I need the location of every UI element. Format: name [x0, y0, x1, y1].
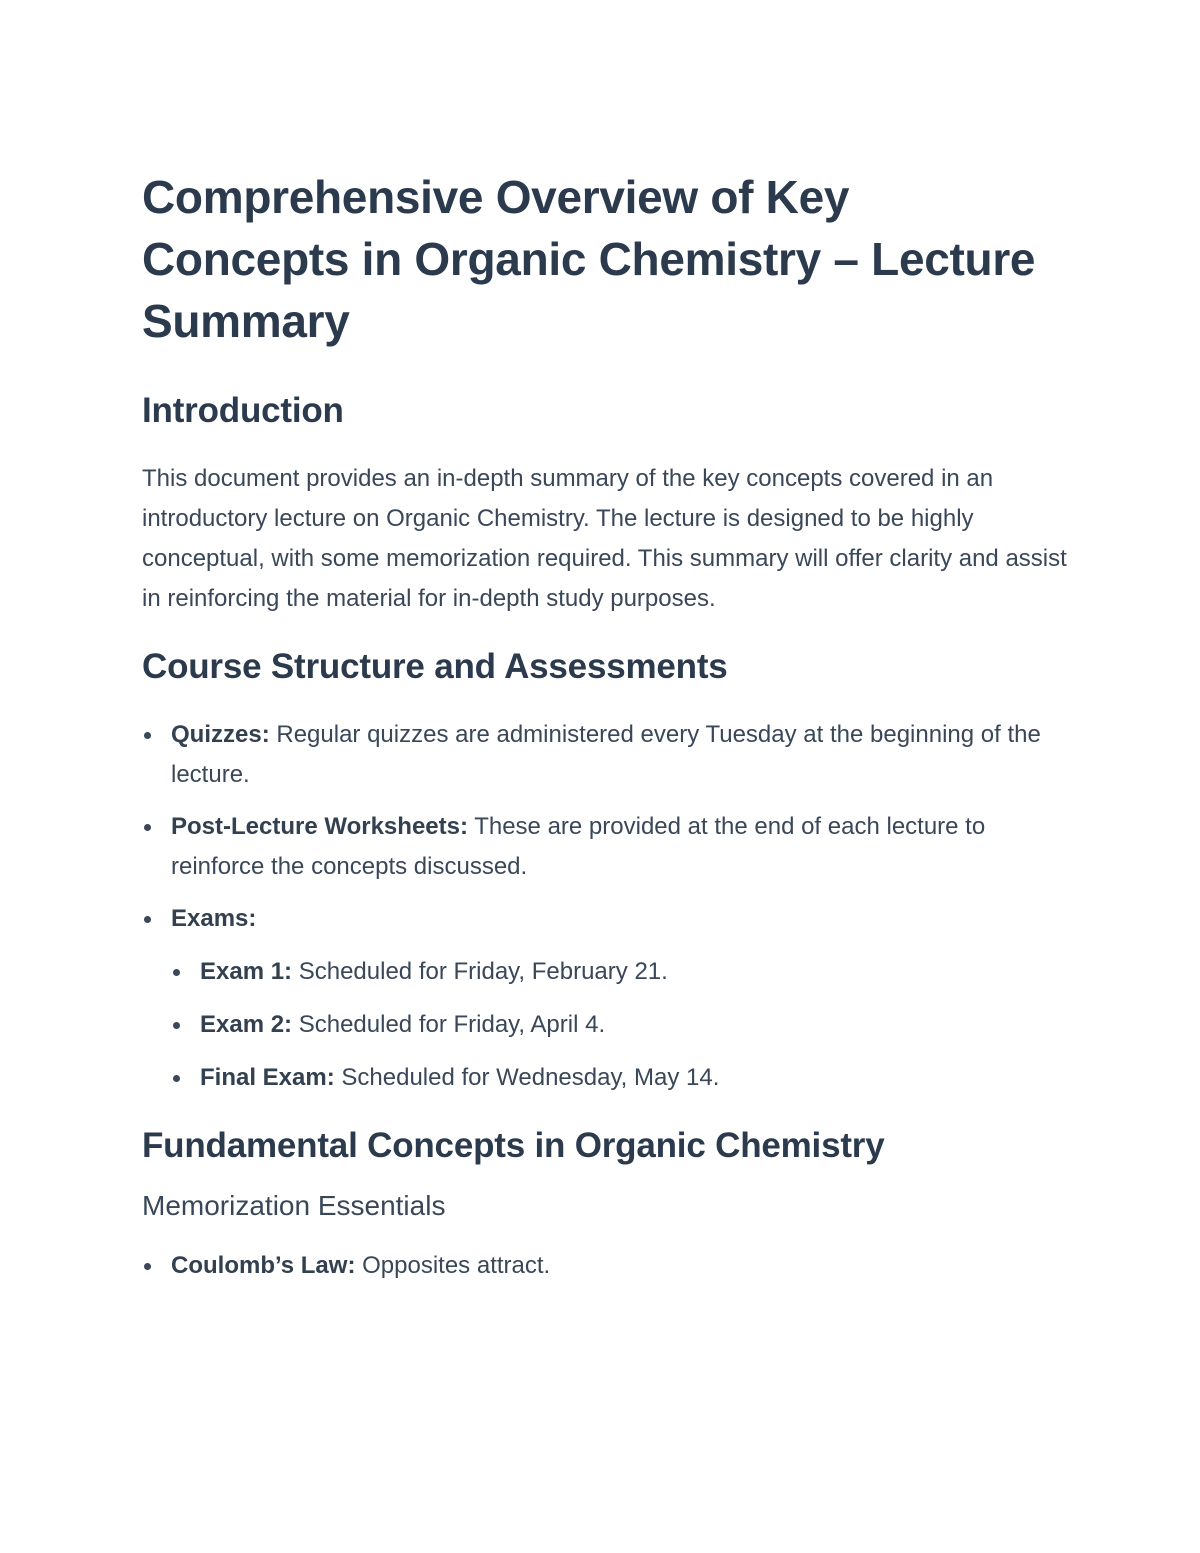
exams-sublist [171, 952, 1067, 1098]
course-structure-list [142, 715, 1067, 1098]
list-item-exam-1 [171, 952, 1067, 992]
document-title: Comprehensive Overview of Key Concepts in Organic Chemistry – Lecture Summary [142, 171, 1036, 347]
list-item-label: Quizzes: [171, 721, 270, 748]
bullet-icon [144, 1263, 151, 1270]
list-item-label: Final Exam: [200, 1064, 335, 1091]
list-item-label: Coulomb’s Law: [171, 1252, 356, 1279]
bullet-icon [144, 824, 151, 831]
list-item-text: Scheduled for Wednesday, May 14. [334, 1064, 720, 1091]
list-item-text: Opposites attract. [355, 1252, 551, 1279]
list-item-text: Regular quizzes are administered every Tuesday at the beginning of the lecture. [171, 721, 1041, 788]
list-item-coulombs-law [142, 1246, 1067, 1286]
list-item-exam-2 [171, 1005, 1067, 1045]
list-item-exams [142, 899, 1067, 1098]
memorization-subheading: Memorization Essentials [142, 1190, 446, 1221]
list-item-text: These are provided at the end of each lecture to reinforce the concepts discussed. [171, 813, 986, 880]
bullet-icon [173, 969, 180, 976]
list-item-label: Exam 2: [200, 1011, 293, 1038]
introduction-heading: Introduction [142, 391, 344, 430]
bullet-icon [173, 1022, 180, 1029]
list-item-final-exam [171, 1058, 1067, 1098]
document-page [142, 166, 1067, 1286]
list-item-label: Post-Lecture Worksheets: [171, 813, 468, 840]
list-item-label: Exam 1: [200, 958, 293, 985]
list-item-worksheets [142, 807, 1067, 887]
bullet-icon [144, 732, 151, 739]
bullet-icon [173, 1075, 180, 1082]
list-item-text: Scheduled for Friday, April 4. [292, 1011, 606, 1038]
bullet-icon [144, 916, 151, 923]
course-structure-heading: Course Structure and Assessments [142, 647, 728, 686]
fundamentals-heading: Fundamental Concepts in Organic Chemistry [142, 1126, 885, 1165]
list-item-text: Scheduled for Friday, February 21. [292, 958, 668, 985]
list-item-label: Exams: [171, 905, 257, 932]
memorization-list [142, 1246, 1067, 1286]
list-item-quizzes [142, 715, 1067, 795]
introduction-paragraph: This document provides an in-depth summary of the key concepts covered in an introductory lecture on Organic Chemistry. The lecture is designed to be highly conceptual, with some memorization required. This summary will offer clarity and assist in reinforcing the material for in-depth study purposes. [142, 465, 1067, 612]
